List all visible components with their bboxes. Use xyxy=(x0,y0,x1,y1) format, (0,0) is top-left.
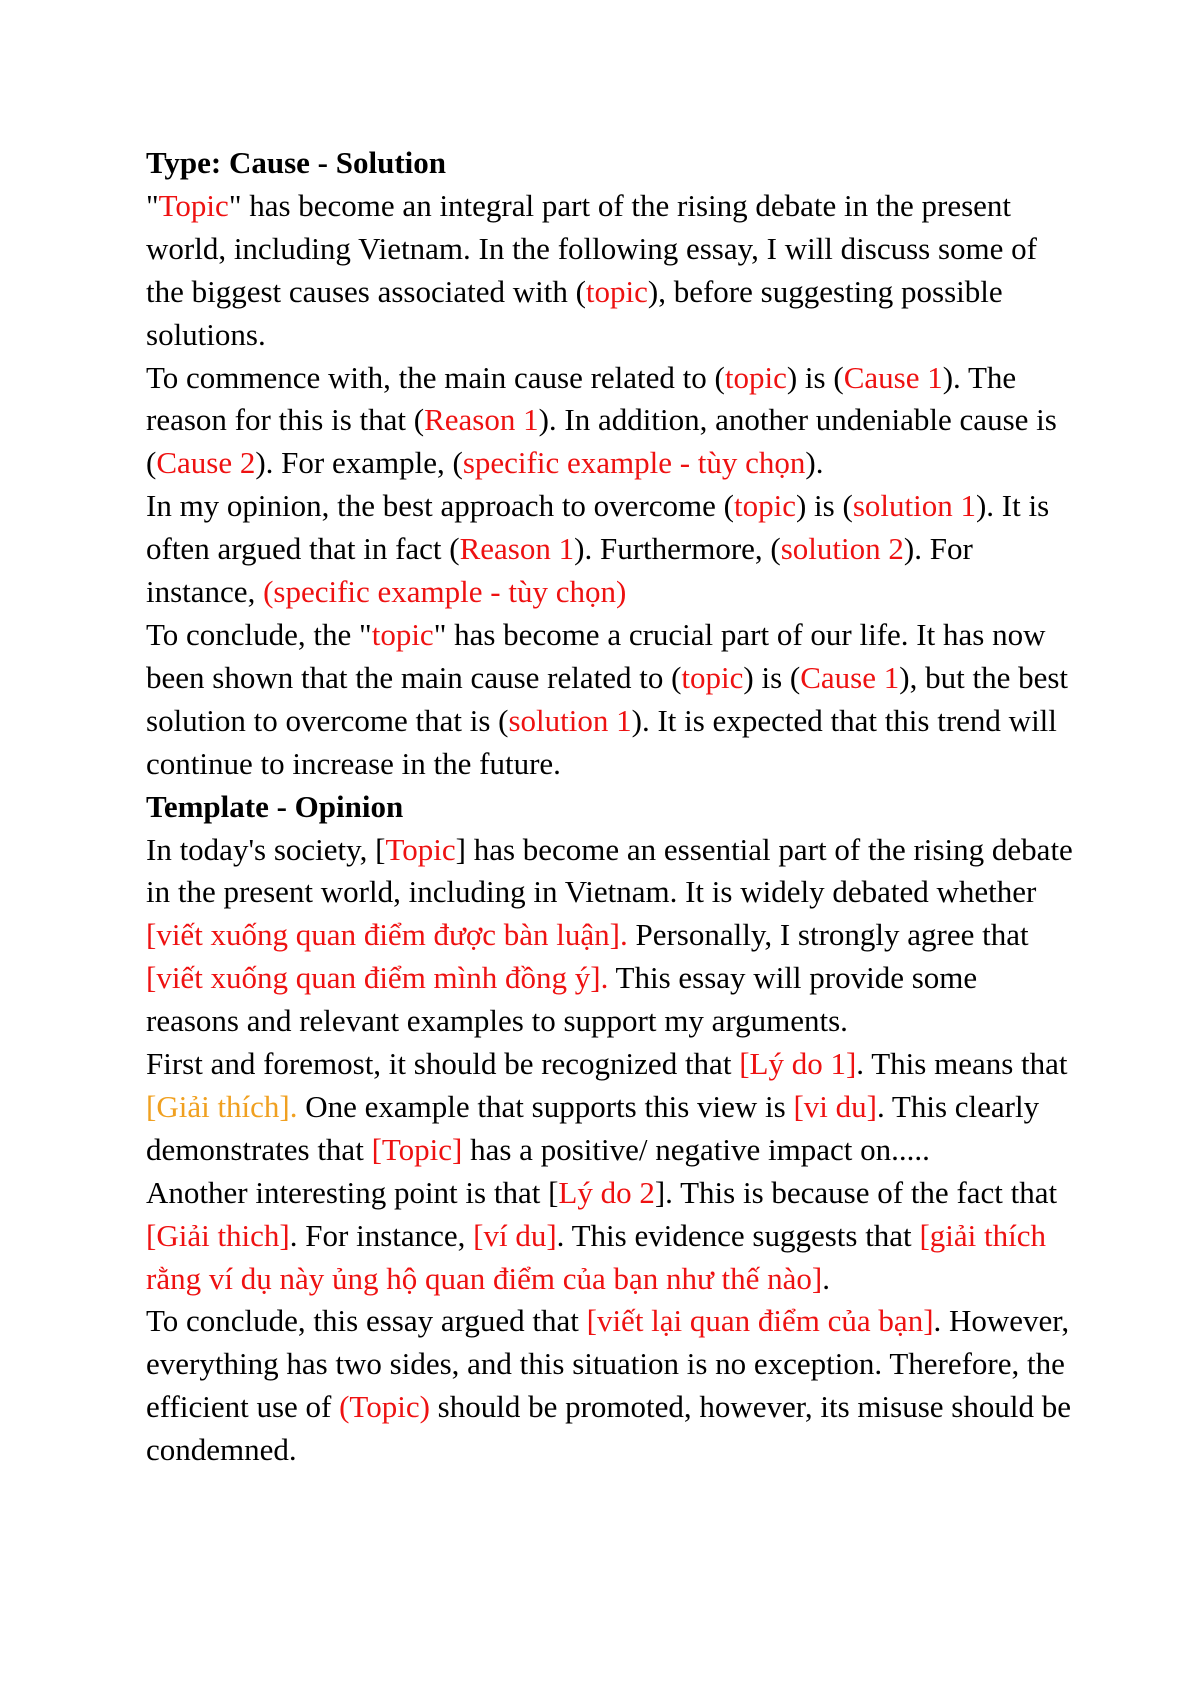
placeholder-text: Cause 2 xyxy=(156,445,256,481)
text-run: First and foremost, it should be recognized that xyxy=(146,1046,740,1082)
placeholder-text: [Lý do 1] xyxy=(739,1046,857,1082)
paragraph xyxy=(146,614,1076,786)
text-run: has a positive/ negative impact on..... xyxy=(462,1131,930,1167)
placeholder-text: [giải thích rằng ví dụ này ủng hộ quan điểm của bạn như thế nào] xyxy=(146,1217,1046,1296)
placeholder-text: solution 1 xyxy=(852,488,976,524)
paragraph xyxy=(146,485,1076,614)
text-run: ). The reason for this is that ( xyxy=(146,359,1017,438)
placeholder-text: solution 1 xyxy=(508,702,632,738)
paragraph xyxy=(146,1300,1076,1472)
section-heading xyxy=(146,786,1076,829)
text-run: To commence with, the main cause related to ( xyxy=(146,359,725,395)
text-run: Another interesting point is that [ xyxy=(146,1174,559,1210)
text-run: " has become an integral part of the rising debate in the present world, including Vietnam. In the following essay, I will discuss some of the biggest causes associated with ( xyxy=(146,187,1037,309)
text-run: ) is ( xyxy=(743,659,801,695)
text-run: ). It is expected that this trend will continue to increase in the future. xyxy=(146,702,1057,781)
placeholder-text: specific example - tùy chọn xyxy=(462,445,806,481)
text-run: . This evidence suggests that xyxy=(556,1217,920,1253)
placeholder-text: [ví du] xyxy=(473,1217,557,1253)
text-run: ). xyxy=(805,445,824,481)
document-page xyxy=(146,142,1076,1472)
paragraph xyxy=(146,185,1076,357)
text-run: This essay will provide some reasons and relevant examples to support my arguments. xyxy=(146,960,978,1039)
placeholder-text: topic xyxy=(724,359,787,395)
placeholder-text: [viết lại quan điểm của bạn] xyxy=(586,1303,934,1339)
placeholder-text: Lý do 2 xyxy=(558,1174,655,1210)
text-run: ). It is often argued that in fact ( xyxy=(146,488,1050,567)
text-run: " xyxy=(146,187,159,223)
paragraph xyxy=(146,1043,1076,1172)
section-heading xyxy=(146,142,1076,185)
placeholder-text: topic xyxy=(733,488,796,524)
text-run: " has become a crucial part of our life. It has now been shown that the main cause related to ( xyxy=(146,616,1046,695)
text-run: ). In addition, another undeniable cause is ( xyxy=(146,402,1057,481)
placeholder-text: (Topic) xyxy=(339,1389,430,1425)
placeholder-text: Cause 1 xyxy=(843,359,943,395)
text-run: . For instance, xyxy=(289,1217,474,1253)
placeholder-text: topic xyxy=(371,616,434,652)
placeholder-text: solution 2 xyxy=(780,531,904,567)
paragraph xyxy=(146,357,1076,486)
text-run: ), but the best solution to overcome that is ( xyxy=(146,659,1069,738)
placeholder-text: [viết xuống quan điểm được bàn luận]. xyxy=(146,917,628,953)
text-run: ) is ( xyxy=(795,488,853,524)
text-run: ), before suggesting possible solutions. xyxy=(146,273,1003,352)
text-run: . This means that xyxy=(856,1046,1068,1082)
text-run: ]. This is because of the fact that xyxy=(654,1174,1058,1210)
text-run: ). For instance, xyxy=(146,531,973,610)
placeholder-text: [vi du] xyxy=(793,1088,877,1124)
placeholder-text: [Topic] xyxy=(371,1131,463,1167)
text-run: ] has become an essential part of the rising debate in the present world, including in Vietnam. It is widely debated whether xyxy=(146,831,1073,910)
text-run: To conclude, this essay argued that xyxy=(146,1303,587,1339)
placeholder-text: (specific example - tùy chọn) xyxy=(263,574,627,610)
text-run: . xyxy=(822,1260,830,1296)
text-run: To conclude, the " xyxy=(146,616,372,652)
placeholder-text: [Giải thich] xyxy=(146,1217,290,1253)
text-run: . However, everything has two sides, and this situation is no exception. Therefore, the efficient use of xyxy=(146,1303,1070,1425)
placeholder-text: Topic xyxy=(385,831,456,867)
placeholder-text: Topic xyxy=(158,187,229,223)
placeholder-text: Reason 1 xyxy=(459,531,575,567)
placeholder-text: Reason 1 xyxy=(424,402,539,438)
text-run: In my opinion, the best approach to overcome ( xyxy=(146,488,734,524)
placeholder-text: topic xyxy=(585,273,648,309)
text-run: Type: Cause - Solution xyxy=(146,145,446,180)
text-run: In today's society, [ xyxy=(146,831,386,867)
placeholder-text: [viết xuống quan điểm mình đồng ý]. xyxy=(146,960,609,996)
paragraph xyxy=(146,829,1076,1044)
placeholder-text: topic xyxy=(681,659,744,695)
placeholder-text: [Giải thích]. xyxy=(146,1088,298,1124)
text-run: ) is ( xyxy=(786,359,844,395)
text-run: should be promoted, however, its misuse should be condemned. xyxy=(146,1389,1071,1468)
text-run: . This clearly demonstrates that xyxy=(146,1088,1040,1167)
text-run: ). Furthermore, ( xyxy=(574,531,781,567)
placeholder-text: Cause 1 xyxy=(800,659,900,695)
text-run: ). For example, ( xyxy=(255,445,463,481)
text-run: One example that supports this view is xyxy=(297,1088,794,1124)
text-run: Template - Opinion xyxy=(146,788,404,824)
paragraph xyxy=(146,1172,1076,1301)
text-run: Personally, I strongly agree that xyxy=(627,917,1029,953)
